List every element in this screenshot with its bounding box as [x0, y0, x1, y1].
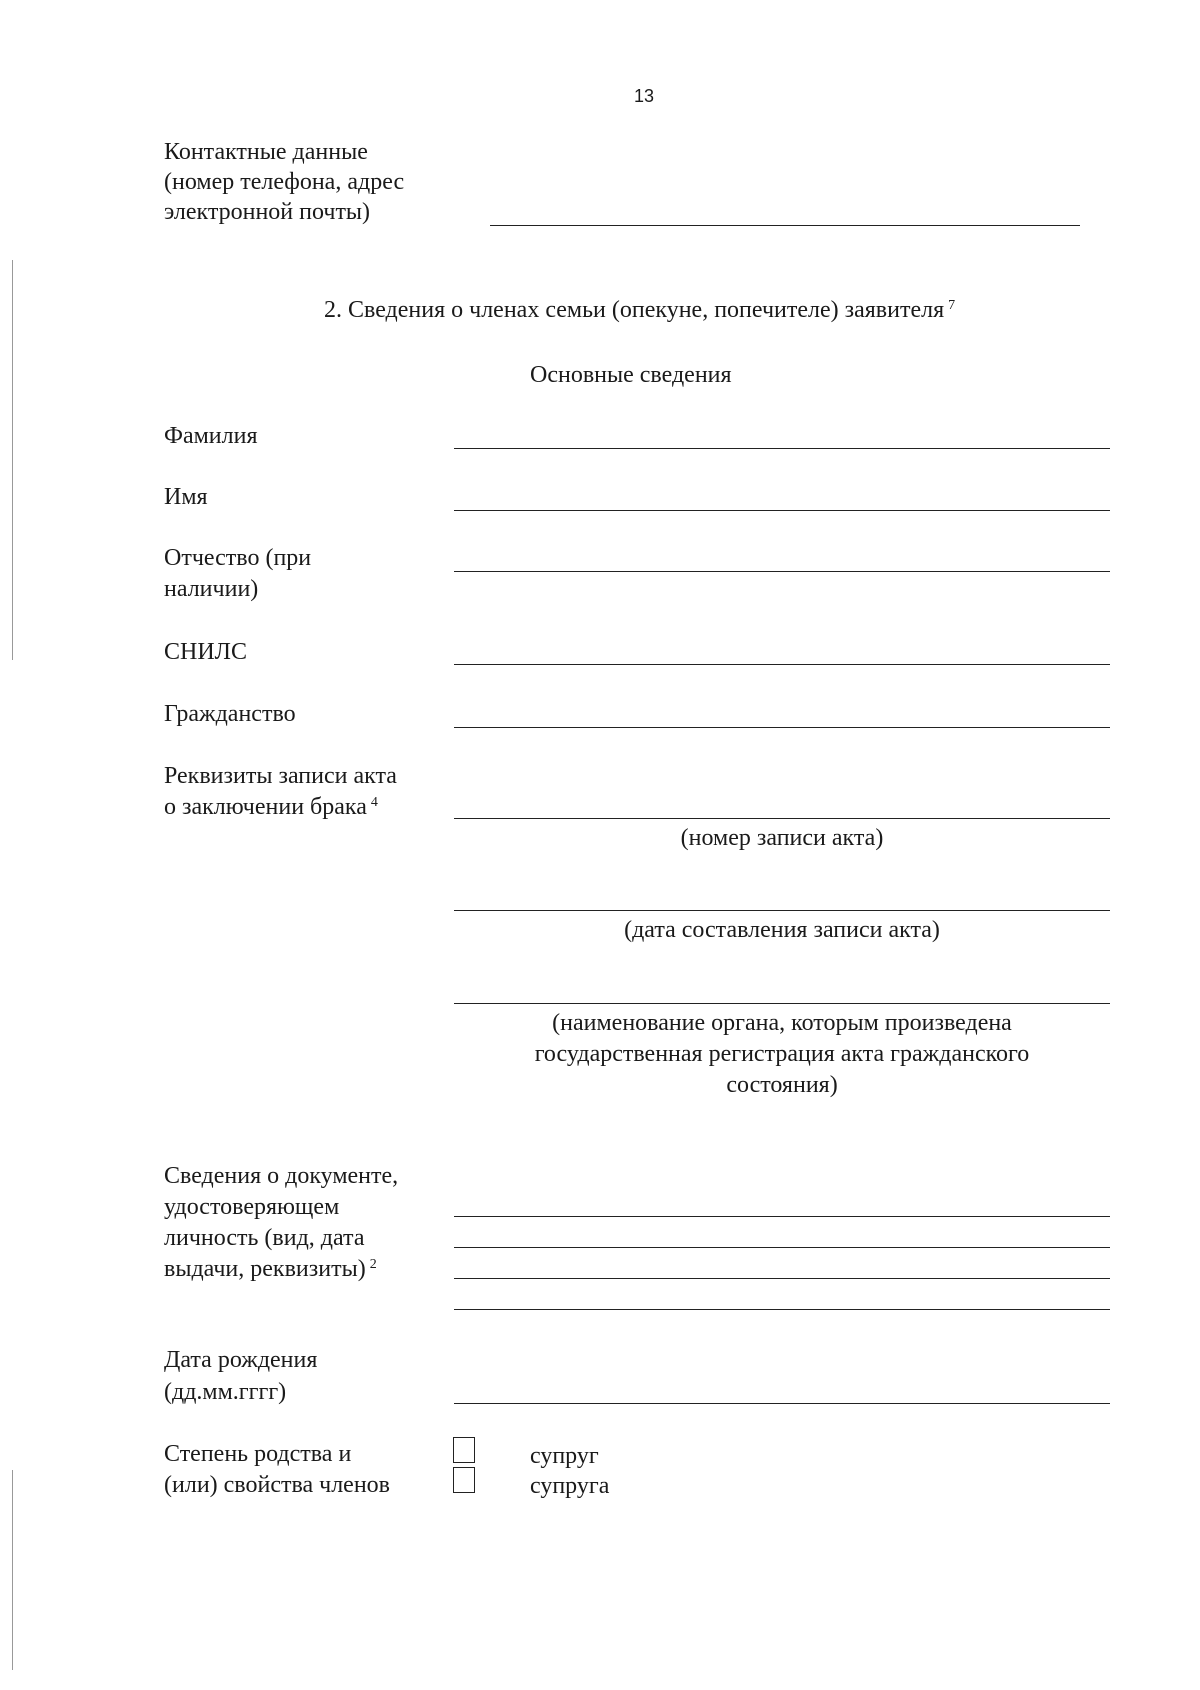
record-date-input-line[interactable] — [454, 910, 1110, 911]
kinship-label-line-2: (или) свойства членов — [164, 1472, 390, 1498]
name-label: Имя — [164, 484, 208, 510]
id-document-label-line-4: выдачи, реквизиты) $^2$ — [164, 1256, 377, 1282]
id-document-input-line-4[interactable] — [454, 1309, 1110, 1310]
kinship-option-husband-label: супруг — [530, 1443, 599, 1469]
kinship-label-line-1: Степень родства и — [164, 1441, 352, 1467]
contacts-input-line[interactable] — [490, 225, 1080, 226]
section-title: 2. Сведения о членах семьи (опекуне, попечителе) заявителя $^7$ — [324, 297, 956, 323]
patronymic-label-line-2: наличии) — [164, 576, 259, 602]
surname-input-line[interactable] — [454, 448, 1110, 449]
name-input-line[interactable] — [454, 510, 1110, 511]
registry-body-caption-line-2: государственная регистрация акта гражданского — [534, 1041, 1030, 1067]
registry-body-input-line[interactable] — [454, 1003, 1110, 1004]
record-number-caption: (номер записи акта) — [680, 825, 884, 851]
page-number: 13 — [634, 86, 655, 106]
kinship-option-wife-label: супруга — [530, 1473, 610, 1499]
contacts-label-line-3: электронной почты) — [164, 199, 371, 225]
surname-label: Фамилия — [164, 423, 258, 449]
id-document-label-line-1: Сведения о документе, — [164, 1163, 399, 1189]
contacts-label-line-2: (номер телефона, адрес — [164, 169, 405, 195]
snils-label: СНИЛС — [164, 639, 247, 665]
birth-date-label-line-2: (дд.мм.гггг) — [164, 1379, 287, 1405]
scan-margin-line — [12, 1470, 13, 1670]
patronymic-label-line-1: Отчество (при — [164, 545, 312, 571]
marriage-record-label-line-1: Реквизиты записи акта — [164, 763, 397, 789]
contacts-label-line-1: Контактные данные — [164, 139, 368, 165]
citizenship-input-line[interactable] — [454, 727, 1110, 728]
scan-margin-line — [12, 260, 13, 660]
id-document-label-line-2: удостоверяющем — [164, 1194, 340, 1220]
registry-body-caption-line-3: состояния) — [726, 1072, 838, 1098]
id-document-note: 2 — [369, 1257, 377, 1272]
patronymic-input-line[interactable] — [454, 571, 1110, 572]
snils-input-line[interactable] — [454, 664, 1110, 665]
citizenship-label: Гражданство — [164, 701, 296, 727]
kinship-option-husband-checkbox[interactable] — [453, 1437, 475, 1463]
section-subtitle: Основные сведения — [530, 362, 732, 388]
kinship-option-wife-checkbox[interactable] — [453, 1467, 475, 1493]
registry-body-caption-line-1: (наименование органа, которым произведена — [552, 1010, 1012, 1036]
id-document-label-line-3: личность (вид, дата — [164, 1225, 365, 1251]
marriage-record-note: 4 — [370, 795, 378, 810]
id-document-input-line-2[interactable] — [454, 1247, 1110, 1248]
birth-date-label-line-1: Дата рождения — [164, 1347, 318, 1373]
record-number-input-line[interactable] — [454, 818, 1110, 819]
record-date-caption: (дата составления записи акта) — [624, 917, 940, 943]
id-document-input-line-3[interactable] — [454, 1278, 1110, 1279]
section-title-note: 7 — [948, 298, 956, 313]
birth-date-input-line[interactable] — [454, 1403, 1110, 1404]
id-document-input-line-1[interactable] — [454, 1216, 1110, 1217]
marriage-record-label-line-2: о заключении брака $^4$ — [164, 794, 378, 820]
